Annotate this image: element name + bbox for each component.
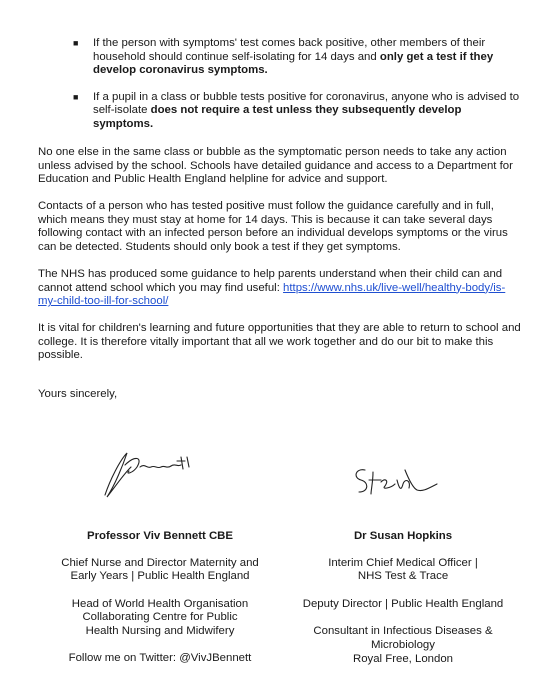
bullet-bold-text: does not require a test unless they subsequently develop symptoms.: [93, 104, 462, 130]
signatory-right-role2: Deputy Director | Public Health England: [302, 597, 504, 610]
bullet-item: [73, 37, 523, 78]
signatory-right-role4: Royal Free, London: [352, 652, 454, 665]
paragraph-contacts: Contacts of a person who has tested positive must follow the guidance carefully and in full, which means they must stay at home for 14 days. This is because it can take several days following contact with an infected person before an individual develops symptoms or the virus can be detected. Students should only book a test if they get symptoms.: [38, 200, 508, 253]
signatory-left-twitter: Follow me on Twitter: @VivJBennett: [68, 651, 252, 664]
bullet-text: If a pupil in a class or bubble tests positive for coronavirus, anyone who is advised to self-isolate: [93, 90, 520, 117]
signature-bennett: [85, 445, 215, 505]
bullet-item: [73, 91, 523, 132]
nhs-guidance-text: The NHS has produced some guidance to help parents understand when their child can and cannot attend school which you may find useful:: [38, 268, 503, 294]
nhs-guidance-link[interactable]: https://www.nhs.uk/live-well/healthy-body/is-my-child-too-ill-for-school/: [38, 281, 506, 308]
paragraph-closing-remarks: It is vital for children's learning and future opportunities that they are able to return to school and college. It is therefore vitally important that all we work together and do our bit to make this possible.: [38, 322, 521, 362]
signature-hopkins: [345, 460, 455, 505]
paragraph-nhs-guidance: [38, 268, 524, 309]
signatory-right-block: [290, 530, 516, 666]
signatory-left-name: Professor Viv Bennett CBE: [86, 530, 233, 542]
bullet-text: If the person with symptoms' test comes back positive, other members of their household should continue self-isolating for 14 days and: [93, 37, 486, 63]
bullet-square-icon: ■: [73, 38, 79, 48]
bullet-bold-text: only get a test if they develop coronavirus symptoms.: [93, 50, 494, 77]
signatory-left-role1: Chief Nurse and Director Maternity and Early Years | Public Health England: [61, 556, 259, 583]
signatory-left-block: [40, 530, 280, 665]
bullet-square-icon: ■: [73, 91, 79, 102]
signatory-right-role1: Interim Chief Medical Officer | NHS Test & Trace: [328, 556, 478, 583]
bullet-list: [73, 37, 523, 145]
paragraph-no-action: No one else in the same class or bubble as the symptomatic person needs to take any action unless advised by the school. Schools have detailed guidance and access to a Department for Education and Public Health England helpline for advice and support.: [38, 146, 513, 186]
signatory-left-role2: Head of World Health Organisation Collaborating Centre for Public Health Nursing and Midwifery: [71, 597, 249, 637]
signatory-right-role3: Consultant in Infectious Diseases & Microbiology: [313, 625, 493, 651]
signatory-right-name: Dr Susan Hopkins: [353, 530, 453, 542]
closing-salutation: Yours sincerely,: [38, 388, 118, 400]
